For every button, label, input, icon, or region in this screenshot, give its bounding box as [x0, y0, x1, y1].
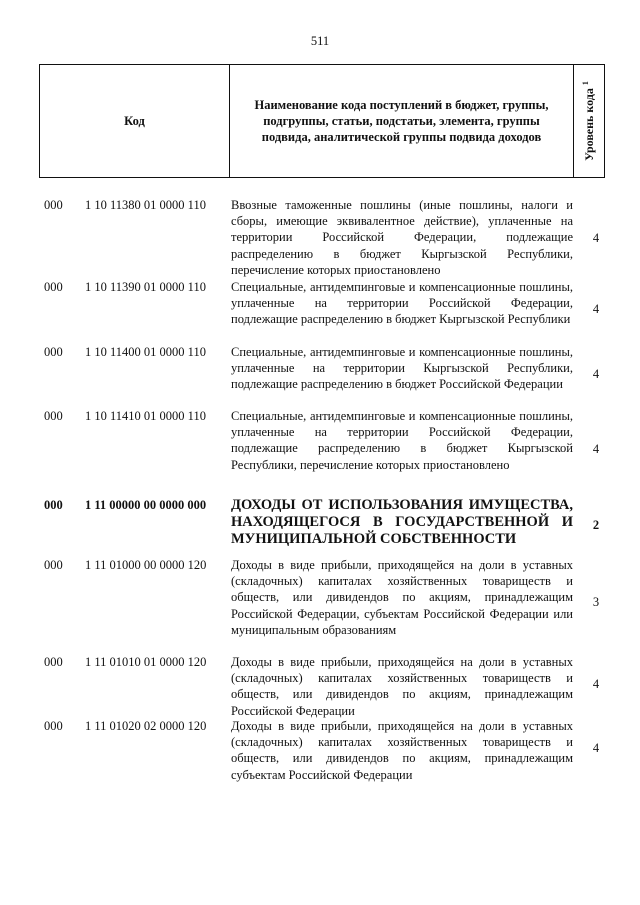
- admin-code: 000: [44, 280, 63, 294]
- revenue-name: Ввозные таможенные пошлины (иные пошлины, налоги и сборы, имеющие эквивалентное действие), уплаченные на территории Российской Федерации, подлежащие распределению в бюджет Кыргызской Республики, перечисление которых приостановлено: [231, 198, 573, 277]
- revenue-code: 1 10 11400 01 0000 110: [85, 345, 206, 359]
- header-level-label: Уровень кода: [582, 88, 596, 161]
- revenue-name: Специальные, антидемпинговые и компенсационные пошлины, уплаченные на территории Российской Федерации, подлежащие распределению в бюджет Кыргызской Республики, перечисление которых приостановлено: [231, 409, 573, 472]
- table-header: [39, 64, 605, 178]
- admin-code: 000: [44, 198, 63, 212]
- admin-code: 000: [44, 558, 63, 572]
- code-level: 4: [592, 741, 600, 755]
- admin-code: 000: [44, 409, 63, 423]
- code-level: 4: [592, 442, 600, 456]
- revenue-name: Специальные, антидемпинговые и компенсационные пошлины, уплаченные на территории Российской Федерации, подлежащие распределению в бюджет Кыргызской Республики: [231, 280, 573, 327]
- code-level: 2: [592, 518, 600, 532]
- admin-code: 000: [44, 345, 63, 359]
- header-name-line: подвида, аналитической группы подвида доходов: [261, 130, 542, 144]
- admin-code: 000: [44, 719, 63, 733]
- revenue-name: Доходы в виде прибыли, приходящейся на доли в уставных (складочных) капиталах хозяйственных товариществ и обществ, или дивидендов по акциям, принадлежащим Российской Федерации, субъектам Российской Федерации или муниципальным образованиям: [231, 558, 573, 637]
- revenue-code: 1 10 11410 01 0000 110: [85, 409, 206, 423]
- revenue-code: 1 11 01020 02 0000 120: [85, 719, 207, 733]
- header-level-footnote: 1: [581, 81, 590, 86]
- code-level: 4: [592, 231, 600, 245]
- admin-code: 000: [44, 655, 63, 669]
- code-level: 3: [592, 595, 600, 609]
- revenue-name: Доходы в виде прибыли, приходящейся на доли в уставных (складочных) капиталах хозяйственных товариществ и обществ, или дивидендов по акциям, принадлежащим субъектам Российской Федерации: [231, 719, 573, 782]
- revenue-code: 1 11 01000 00 0000 120: [85, 558, 207, 572]
- revenue-code: 1 10 11380 01 0000 110: [85, 198, 206, 212]
- revenue-code: 1 10 11390 01 0000 110: [85, 280, 206, 294]
- revenue-name: Доходы в виде прибыли, приходящейся на доли в уставных (складочных) капиталах хозяйственных товариществ и обществ, или дивидендов по акциям, принадлежащим Российской Федерации: [231, 655, 573, 718]
- code-level: 4: [592, 302, 600, 316]
- code-level: 4: [592, 677, 600, 691]
- revenue-code: 1 11 00000 00 0000 000: [85, 498, 207, 512]
- header-name: [230, 65, 574, 177]
- page-number: 511: [310, 34, 330, 48]
- admin-code: 000: [44, 498, 63, 512]
- header-code: Код: [40, 65, 230, 177]
- revenue-code: 1 11 01010 01 0000 120: [85, 655, 207, 669]
- revenue-name: Специальные, антидемпинговые и компенсационные пошлины, уплаченные на территории Кыргызской Республики, подлежащие распределению в бюджет Российской Федерации: [231, 345, 573, 392]
- header-level: [574, 65, 604, 177]
- revenue-name: ДОХОДЫ ОТ ИСПОЛЬЗОВАНИЯ ИМУЩЕСТВА, НАХОДЯЩЕГОСЯ В ГОСУДАРСТВЕННОЙ И МУНИЦИПАЛЬНОЙ СОБСТВЕННОСТИ: [231, 497, 573, 547]
- code-level: 4: [592, 367, 600, 381]
- header-name-line: подгруппы, статьи, подстатьи, элемента, группы: [263, 114, 540, 128]
- header-name-line: Наименование кода поступлений в бюджет, группы,: [254, 98, 549, 112]
